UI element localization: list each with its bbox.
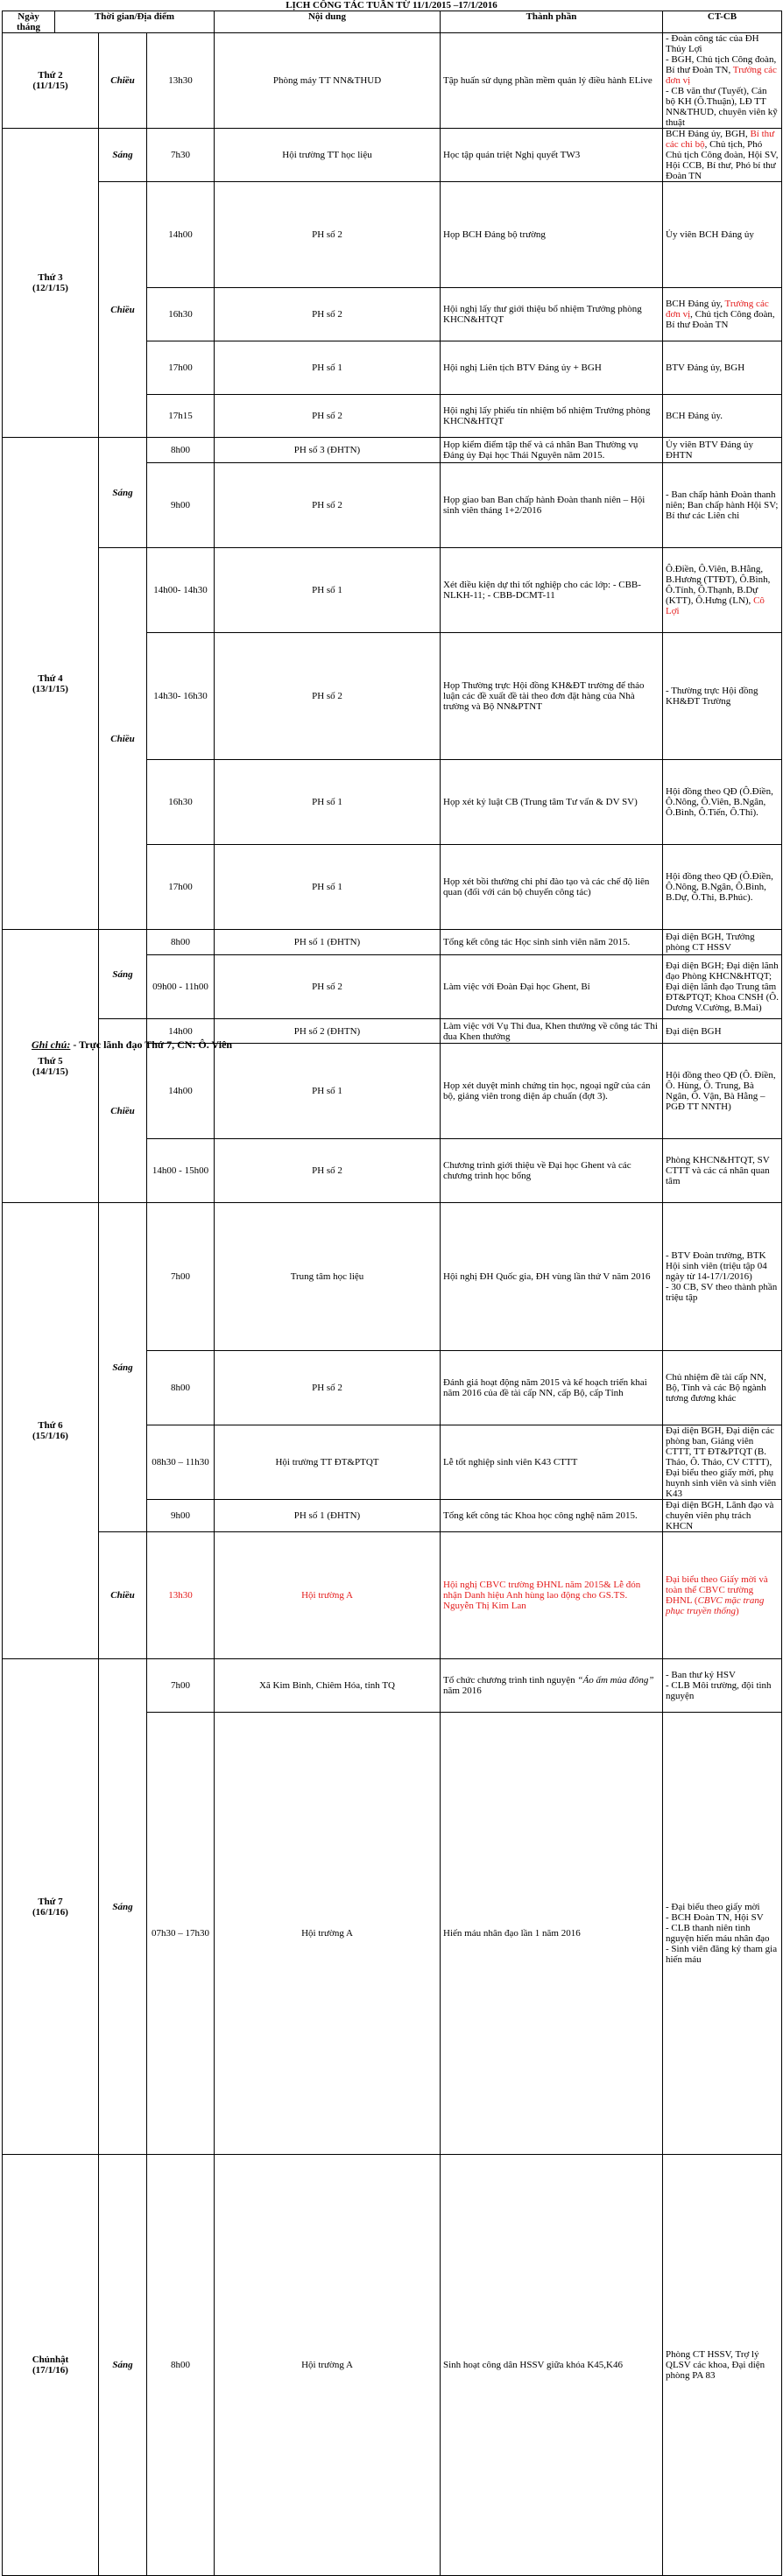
day-date: (14/1/15) — [32, 1066, 68, 1077]
content-cell: Chương trình giới thiệu về Đại học Ghent và các chương trình học bổng — [441, 1139, 663, 1203]
content-cell: Tập huấn sử dụng phần mềm quản lý điều hành ELive — [441, 33, 663, 129]
place-cell: PH số 3 (ĐHTN) — [215, 438, 441, 463]
members-line — [666, 86, 779, 128]
content-cell: Họp BCH Đảng bộ trường — [441, 182, 663, 288]
header-time-place: Thời gian/Địa điểm — [55, 11, 215, 33]
day-date: (17/1/16) — [32, 2365, 68, 2375]
schedule-row — [3, 1532, 782, 1659]
place-cell: PH số 2 (ĐHTN) — [215, 1019, 441, 1044]
members-text: Đại diện BGH, Trưởng phòng CT HSSV — [666, 932, 755, 953]
day-cell — [3, 129, 99, 438]
members-line — [666, 299, 779, 330]
members-text: - 30 CB, SV theo thành phần triệu tập — [666, 1282, 778, 1303]
schedule-row — [3, 129, 782, 182]
members-line — [666, 961, 779, 1013]
content-cell: Họp xét bồi thường chi phí đào tạo và các chế độ liên quan (đối với cán bộ chuyển công tác) — [441, 845, 663, 930]
members-line — [666, 33, 779, 54]
content-cell: Học tập quán triệt Nghị quyết TW3 — [441, 129, 663, 182]
header-ct-cb: CT-CB — [663, 11, 782, 33]
members-cell — [663, 1044, 782, 1139]
content-cell: Họp giao ban Ban chấp hành Đoàn thanh niên – Hội sinh viên tháng 1+2/2016 — [441, 463, 663, 548]
content-cell: Lễ tốt nghiệp sinh viên K43 CTTT — [441, 1425, 663, 1500]
place-cell: PH số 2 — [215, 395, 441, 438]
place-cell: Hội trường TT ĐT&PTQT — [215, 1425, 441, 1500]
members-text: - Đại biểu theo giấy mời — [666, 1902, 760, 1912]
members-text: BCH Đảng ủy. — [666, 411, 723, 421]
schedule-row — [3, 182, 782, 288]
content-cell: Sinh hoạt công dân HSSV giữa khóa K45,K46 — [441, 2155, 663, 2576]
members-text: - CLB Môi trường, đội tình nguyện — [666, 1680, 772, 1701]
footer-label: Ghi chú: — [32, 1038, 71, 1051]
members-text: ) — [736, 1606, 739, 1616]
members-line — [666, 2349, 779, 2381]
members-cell — [663, 1659, 782, 1713]
members-line — [666, 1282, 779, 1303]
members-cell — [663, 1713, 782, 2155]
page-title: LỊCH CÔNG TÁC TUẦN TỪ 11/1/2015 –17/1/2016 — [286, 0, 497, 11]
day-name: Thứ 7 — [38, 1896, 63, 1907]
members-line — [666, 1026, 779, 1037]
time-cell: 14h00 - 15h00 — [147, 1139, 215, 1203]
members-text: Ô.Điền, Ô.Viên, B.Hằng, B.Hương (TTĐT), Ô.Bình, Ô.Tính, Ô.Thạnh, B.Dự (KTT), Ô.Hưng (LN), — [666, 564, 771, 606]
time-cell: 9h00 — [147, 463, 215, 548]
content-cell — [441, 1659, 663, 1713]
members-line — [666, 129, 779, 181]
members-line — [666, 440, 779, 461]
session-cell: Chiều — [99, 548, 147, 930]
schedule-table — [2, 11, 782, 2576]
members-cell — [663, 395, 782, 438]
content-cell: Làm việc với Vụ Thi đua, Khen thưởng về công tác Thi đua Khen thưởng — [441, 1019, 663, 1044]
content-text: “Áo ấm mùa đông” — [577, 1675, 654, 1686]
schedule-row — [3, 1203, 782, 1351]
members-text: Trưởng các đơn vị — [666, 299, 769, 320]
members-text: Trưởng các đơn vị — [666, 65, 777, 86]
place-cell: PH số 1 — [215, 1044, 441, 1139]
members-text: Đại diện BGH, Đại diện các phòng ban, Giảng viên CTTT, TT ĐT&PTQT (B. Thảo, Ô. Thảo, CV CTTT), Đại biểu theo giấy mời, phụ huynh sinh viên và sinh viên K43 — [666, 1425, 777, 1499]
session-cell: Sáng — [99, 438, 147, 548]
content-cell: Hội nghị lấy thư giới thiệu bổ nhiệm Trưởng phòng KHCN&HTQT — [441, 288, 663, 341]
members-cell — [663, 182, 782, 288]
members-line — [666, 362, 779, 373]
members-line — [666, 564, 779, 616]
members-text: Hội đồng theo QĐ (Ô.Điền, Ô.Nông, B.Ngân, Ô.Bình, B.Dự, Ô.Thi, B.Phúc). — [666, 871, 773, 903]
time-cell: 16h30 — [147, 288, 215, 341]
header-members: Thành phần — [441, 11, 663, 33]
day-name: Thứ 4 — [38, 672, 63, 684]
schedule-row — [3, 33, 782, 129]
members-text: - Thường trực Hội đồng KH&ĐT Trường — [666, 686, 758, 707]
time-cell: 8h00 — [147, 2155, 215, 2576]
members-cell — [663, 845, 782, 930]
day-name: Thứ 6 — [38, 1420, 63, 1431]
members-text: - Ban thư ký HSV — [666, 1670, 736, 1680]
members-cell — [663, 341, 782, 395]
members-text: - BCH Đoàn TN, Hội SV — [666, 1912, 764, 1923]
content-cell: Hội nghị lấy phiếu tín nhiệm bổ nhiệm Trưởng phòng KHCN&HTQT — [441, 395, 663, 438]
members-text: , Chủ tịch Công đoàn, Bí thư Đoàn TN — [666, 309, 775, 330]
members-text: Phòng KHCN&HTQT, SV CTTT và các cá nhân quan tâm — [666, 1155, 770, 1186]
time-cell: 13h30 — [147, 1532, 215, 1659]
members-cell — [663, 288, 782, 341]
content-cell: Họp kiểm điểm tập thể và cá nhân Ban Thường vụ Đảng ủy Đại học Thái Nguyên năm 2015. — [441, 438, 663, 463]
members-line — [666, 1680, 779, 1701]
members-cell — [663, 548, 782, 633]
content-cell: Tổng kết công tác Học sinh sinh viên năm 2015. — [441, 930, 663, 955]
members-cell — [663, 930, 782, 955]
members-line — [666, 686, 779, 707]
members-line — [666, 1944, 779, 1965]
place-cell: PH số 1 — [215, 548, 441, 633]
place-cell: PH số 1 (ĐHTN) — [215, 930, 441, 955]
members-text: Hội đồng theo QĐ (Ô. Điền, Ô. Hùng, Ô. Trung, Bà Ngân, Ô. Vận, Bà Hằng – PGĐ TT NNTH) — [666, 1070, 776, 1112]
day-cell — [3, 2155, 99, 2576]
members-text: BTV Đảng ủy, BGH — [666, 362, 745, 373]
content-cell: Hội nghị ĐH Quốc gia, ĐH vùng lần thứ V năm 2016 — [441, 1203, 663, 1351]
schedule-body — [3, 33, 782, 2576]
members-cell — [663, 633, 782, 760]
header-row — [3, 11, 782, 33]
place-cell: PH số 1 — [215, 760, 441, 845]
session-cell: Sáng — [99, 129, 147, 182]
place-cell: PH số 2 — [215, 182, 441, 288]
schedule-row — [3, 930, 782, 955]
members-cell — [663, 129, 782, 182]
time-cell: 07h30 – 17h30 — [147, 1713, 215, 2155]
members-text: Ủy viên BCH Đảng ủy — [666, 229, 754, 240]
footer-text: - Trực lãnh đạo Thứ 7, CN: Ô. Viên — [73, 1038, 233, 1051]
members-line — [666, 1250, 779, 1282]
members-text: BCH Đảng ủy, BGH, — [666, 129, 751, 139]
members-line — [666, 1372, 779, 1404]
members-cell — [663, 1351, 782, 1425]
members-text: - Ban chấp hành Đoàn thanh niên; Ban chấp hành Hội SV; Bí thư các Liên chi — [666, 489, 779, 521]
members-text: - Sinh viên đăng ký tham gia hiến máu — [666, 1944, 778, 1965]
place-cell: PH số 1 — [215, 845, 441, 930]
content-text: năm 2016 — [443, 1686, 482, 1696]
day-cell — [3, 1203, 99, 1659]
footer-note — [32, 1038, 232, 1051]
day-cell — [3, 930, 99, 1203]
day-name: Chủnhật — [32, 2354, 69, 2365]
members-text: CBVC mặc trang phục truyền thống — [666, 1595, 765, 1616]
place-cell: PH số 1 (ĐHTN) — [215, 1500, 441, 1532]
members-line — [666, 411, 779, 421]
members-text: - CB văn thư (Tuyết), Cán bộ KH (Ô.Thuận), LĐ TT NN&THUD, chuyên viên kỹ thuật — [666, 86, 778, 128]
members-text: Hội đồng theo QĐ (Ô.Điền, Ô.Nông, Ô.Viên, B.Ngân, Ô.Bình, Ô.Tiến, Ô.Thi). — [666, 786, 773, 818]
place-cell: Hội trường A — [215, 2155, 441, 2576]
day-name: Thứ 5 — [38, 1055, 63, 1066]
members-cell — [663, 1425, 782, 1500]
members-line — [666, 871, 779, 903]
time-cell: 14h00 — [147, 182, 215, 288]
schedule-row — [3, 548, 782, 633]
session-cell: Chiều — [99, 182, 147, 438]
day-cell — [3, 1659, 99, 2155]
session-cell: Chiều — [99, 1019, 147, 1203]
time-cell: 17h00 — [147, 341, 215, 395]
place-cell: PH số 2 — [215, 1139, 441, 1203]
members-text: Đại biểu theo Giấy mời và toàn thể CBVC trường ĐHNL ( — [666, 1574, 768, 1606]
members-text: Đại diện BGH — [666, 1025, 722, 1037]
time-cell: 9h00 — [147, 1500, 215, 1532]
members-line — [666, 1670, 779, 1680]
schedule-row — [3, 2155, 782, 2576]
time-cell: 7h30 — [147, 129, 215, 182]
content-cell: Đánh giá hoạt động năm 2015 và kế hoạch triển khai năm 2016 của đề tài cấp NN, cấp Bộ, cấp Tỉnh — [441, 1351, 663, 1425]
members-text: - BTV Đoàn trường, BTK Hội sinh viên (triệu tập 04 ngày từ 14-17/1/2016) — [666, 1250, 767, 1282]
members-line — [666, 786, 779, 818]
members-cell — [663, 33, 782, 129]
day-date: (15/1/16) — [32, 1431, 68, 1441]
place-cell: Phòng máy TT NN&THUD — [215, 33, 441, 129]
time-cell: 13h30 — [147, 33, 215, 129]
time-cell: 14h00- 14h30 — [147, 548, 215, 633]
place-cell: PH số 2 — [215, 463, 441, 548]
members-text: - BGH, Chủ tịch Công đoàn, Bí thư Đoàn TN, — [666, 54, 777, 75]
members-line — [666, 1923, 779, 1944]
members-line — [666, 1500, 779, 1531]
place-cell: PH số 2 — [215, 955, 441, 1019]
members-text: Chủ nhiệm đề tài cấp NN, Bộ, Tỉnh và các Bộ ngành tương đương khác — [666, 1372, 766, 1404]
content-cell: Xét điều kiện dự thi tốt nghiệp cho các lớp: - CBB-NLKH-11; - CBB-DCMT-11 — [441, 548, 663, 633]
members-cell — [663, 1532, 782, 1659]
day-cell — [3, 438, 99, 930]
members-text: Cô Lợi — [666, 595, 765, 616]
members-text: , Chủ tịch, Phó Chủ tịch Công đoàn, Hội SV, Hội CCB, Bí thư, Phó bí thư Đoàn TN — [666, 139, 779, 181]
content-cell: Tổng kết công tác Khoa học công nghệ năm 2015. — [441, 1500, 663, 1532]
members-cell — [663, 955, 782, 1019]
time-cell: 17h15 — [147, 395, 215, 438]
content-cell: Hiến máu nhân đạo lần 1 năm 2016 — [441, 1713, 663, 2155]
time-cell: 14h00 — [147, 1044, 215, 1139]
schedule-row — [3, 1659, 782, 1713]
members-line — [666, 1902, 779, 1912]
members-line — [666, 489, 779, 521]
members-text: Đại diện BGH, Lãnh đạo và chuyên viên phụ trách KHCN — [666, 1500, 774, 1531]
time-cell: 8h00 — [147, 930, 215, 955]
session-cell: Sáng — [99, 930, 147, 1019]
members-cell — [663, 1500, 782, 1532]
content-cell: Họp Thường trực Hội đồng KH&ĐT trường để thảo luận các đề xuất đề tài theo đơn đặt hàng của Nhà trường và Bộ NN&PTNT — [441, 633, 663, 760]
members-text: - CLB thanh niên tình nguyện hiến máu nhân đạo — [666, 1923, 770, 1944]
time-cell: 08h30 – 11h30 — [147, 1425, 215, 1500]
members-cell — [663, 438, 782, 463]
members-line — [666, 1425, 779, 1499]
members-line — [666, 1574, 779, 1616]
members-line — [666, 1912, 779, 1923]
time-cell: 09h00 - 11h00 — [147, 955, 215, 1019]
members-line — [666, 932, 779, 953]
members-line — [666, 1155, 779, 1186]
session-cell: Chiều — [99, 33, 147, 129]
day-date: (12/1/15) — [32, 283, 68, 293]
content-cell: Hội nghị CBVC trường ĐHNL năm 2015& Lễ đón nhận Danh hiệu Anh hùng lao động cho GS.TS. Nguyễn Thị Kim Lan — [441, 1532, 663, 1659]
place-cell: Xã Kim Bình, Chiêm Hóa, tỉnh TQ — [215, 1659, 441, 1713]
header-content: Nội dung — [215, 11, 441, 33]
day-cell — [3, 33, 99, 129]
time-cell: 7h00 — [147, 1659, 215, 1713]
time-cell: 7h00 — [147, 1203, 215, 1351]
header-day: Ngày tháng — [3, 11, 55, 33]
members-text: Đại diện BGH; Đại diện lãnh đạo Phòng KHCN&HTQT; Đại diện lãnh đạo Trung tâm ĐT&PTQT; Khoa CNSH (Ô. Dương V.Cường, B.Mai) — [666, 961, 779, 1013]
members-cell — [663, 463, 782, 548]
day-name: Thứ 2 — [38, 70, 63, 81]
time-cell: 8h00 — [147, 438, 215, 463]
members-text: Ủy viên BTV Đảng ủy ĐHTN — [666, 440, 754, 461]
session-cell: Sáng — [99, 1203, 147, 1532]
members-cell — [663, 1203, 782, 1351]
members-text: BCH Đảng ủy, — [666, 299, 725, 309]
members-cell — [663, 1019, 782, 1044]
members-cell — [663, 1139, 782, 1203]
content-cell: Làm việc với Đoàn Đại học Ghent, Bỉ — [441, 955, 663, 1019]
place-cell: Trung tâm học liệu — [215, 1203, 441, 1351]
place-cell: PH số 2 — [215, 288, 441, 341]
session-cell: Sáng — [99, 2155, 147, 2576]
content-cell: Họp xét duyệt minh chứng tin học, ngoại ngữ của cán bộ, giảng viên trong diện áp chuẩn (đợt 3). — [441, 1044, 663, 1139]
day-name: Thứ 3 — [38, 272, 63, 283]
session-cell: Chiều — [99, 1532, 147, 1659]
schedule-row — [3, 438, 782, 463]
place-cell: Hội trường A — [215, 1532, 441, 1659]
members-cell — [663, 760, 782, 845]
session-cell: Sáng — [99, 1659, 147, 2155]
members-line — [666, 229, 779, 240]
members-line — [666, 1070, 779, 1112]
content-cell: Hội nghị Liên tịch BTV Đảng ủy + BGH — [441, 341, 663, 395]
place-cell: PH số 1 — [215, 341, 441, 395]
members-text: - Đoàn công tác của ĐH Thủy Lợi — [666, 33, 759, 54]
day-date: (13/1/15) — [32, 683, 68, 694]
members-line — [666, 54, 779, 86]
content-cell: Họp xét kỷ luật CB (Trung tâm Tư vấn & DV SV) — [441, 760, 663, 845]
day-date: (16/1/16) — [32, 1906, 68, 1918]
day-date: (11/1/15) — [32, 81, 68, 91]
place-cell: PH số 2 — [215, 633, 441, 760]
members-cell — [663, 2155, 782, 2576]
members-text: Bí thư các chi bộ — [666, 129, 775, 150]
time-cell: 14h30- 16h30 — [147, 633, 215, 760]
time-cell: 14h00 — [147, 1019, 215, 1044]
content-text: Tổ chức chương trình tình nguyện — [443, 1675, 578, 1686]
place-cell: Hội trường TT học liệu — [215, 129, 441, 182]
time-cell: 17h00 — [147, 845, 215, 930]
time-cell: 16h30 — [147, 760, 215, 845]
members-text: Phòng CT HSSV, Trợ lý QLSV các khoa, Đại diện phòng PA 83 — [666, 2349, 765, 2381]
time-cell: 8h00 — [147, 1351, 215, 1425]
place-cell: Hội trường A — [215, 1713, 441, 2155]
place-cell: PH số 2 — [215, 1351, 441, 1425]
